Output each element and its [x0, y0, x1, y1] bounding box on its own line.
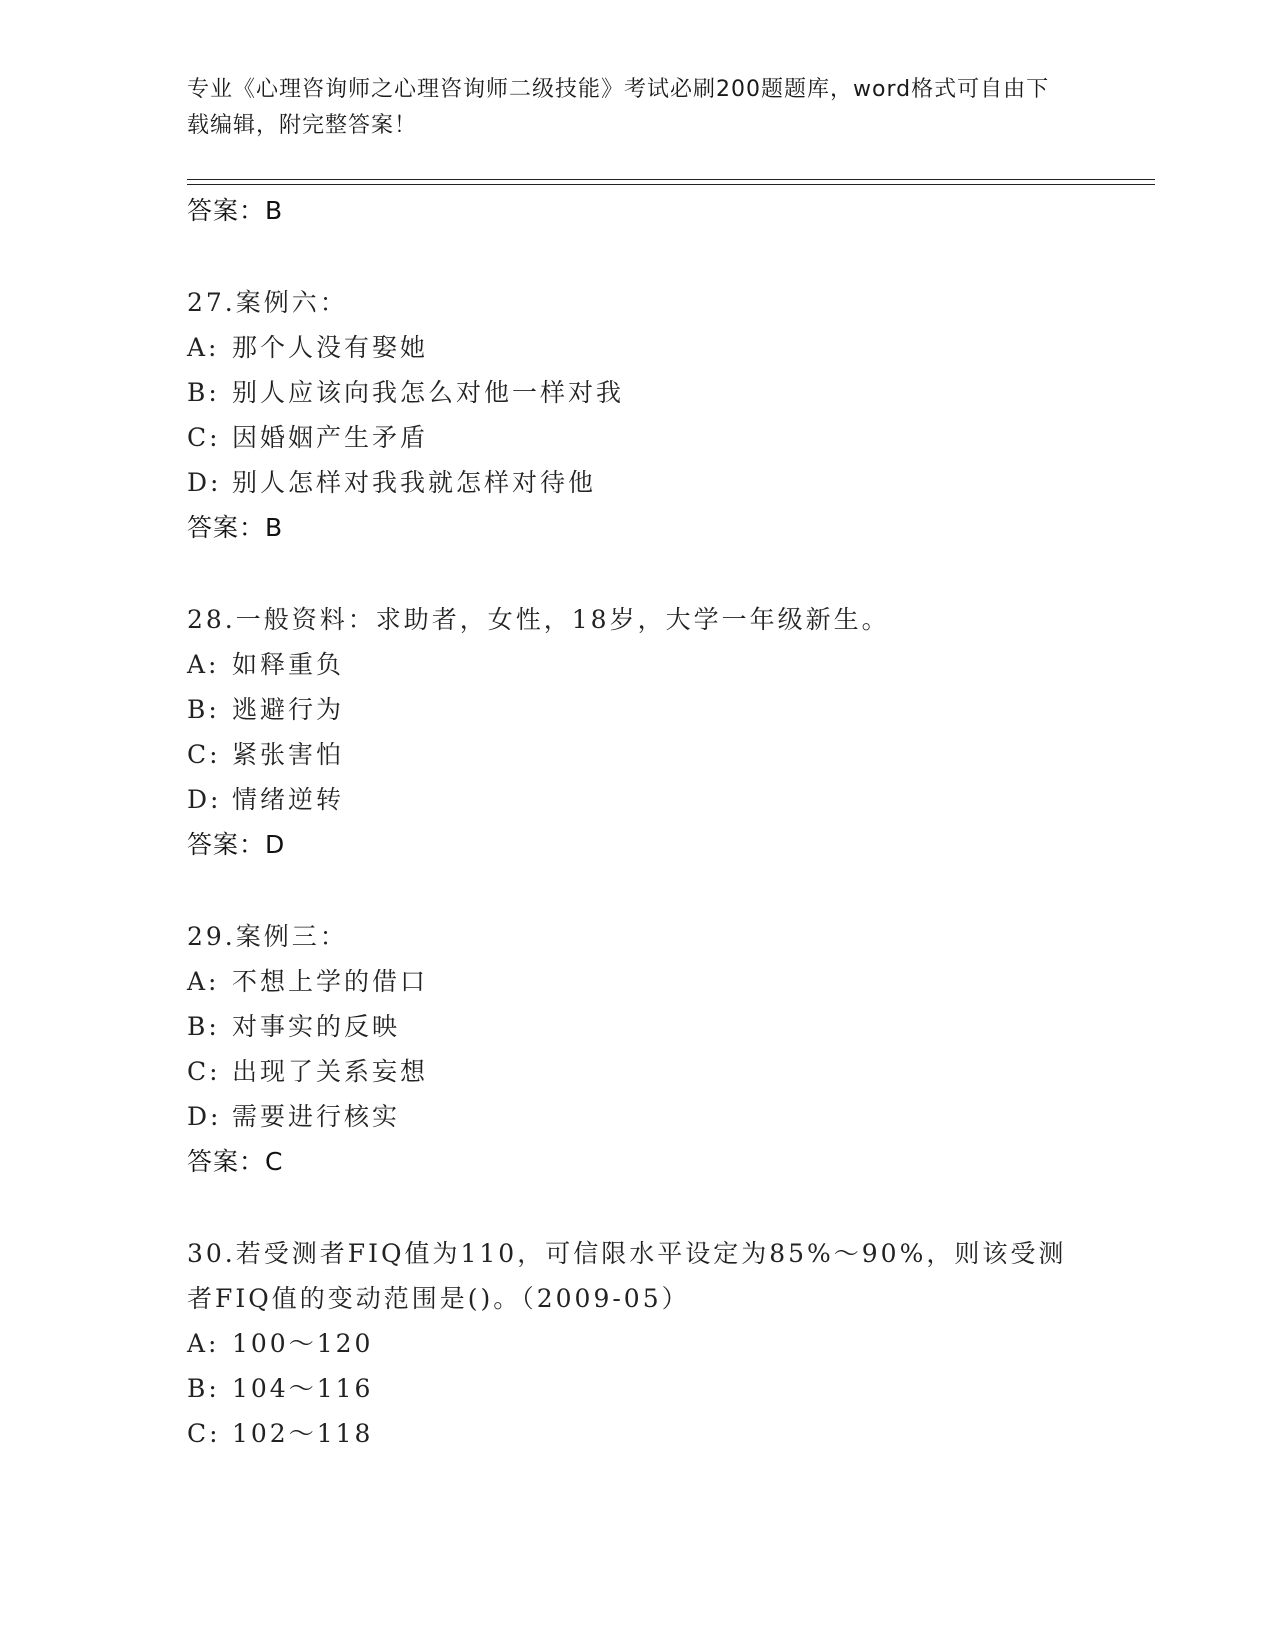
answer-line [187, 505, 1167, 551]
option-a [187, 1321, 1167, 1366]
option-a [187, 325, 1167, 370]
option-text: 100～120 [232, 1329, 374, 1358]
question-stem: 27.案例六： [187, 288, 348, 317]
answer-line [187, 1139, 1167, 1185]
option-text: 104～116 [232, 1374, 374, 1403]
option-b [187, 687, 1167, 732]
option-b [187, 1366, 1167, 1411]
answer-label: 答案： [187, 513, 266, 542]
option-a [187, 959, 1167, 1004]
option-letter: C: [187, 1057, 221, 1086]
option-letter: C: [187, 1419, 221, 1448]
option-letter: A: [187, 1329, 220, 1358]
option-b [187, 1004, 1167, 1049]
option-d [187, 777, 1167, 822]
option-c [187, 415, 1167, 460]
document-header: 专业《心理咨询师之心理咨询师二级技能》考试必刷200题题库，word格式可自由下载编辑，附完整答案！ [187, 77, 1050, 138]
option-a [187, 642, 1167, 687]
option-letter: B: [187, 1012, 220, 1041]
option-text: 别人怎样对我我就怎样对待他 [232, 468, 597, 497]
option-letter: A: [187, 967, 220, 996]
option-letter: B: [187, 378, 220, 407]
option-letter: C: [187, 423, 221, 452]
option-c [187, 1049, 1167, 1094]
option-letter: B: [187, 1374, 220, 1403]
answer-label: 答案： [187, 830, 266, 859]
option-text: 需要进行核实 [232, 1102, 401, 1131]
option-text: 如释重负 [232, 650, 345, 679]
option-text: 情绪逆转 [232, 785, 345, 814]
option-text: 因婚姻产生矛盾 [232, 423, 429, 452]
option-letter: B: [187, 695, 220, 724]
option-c [187, 732, 1167, 777]
option-d [187, 1094, 1167, 1139]
option-text: 那个人没有娶她 [232, 333, 429, 362]
option-text: 紧张害怕 [232, 740, 345, 769]
option-letter: D: [187, 468, 222, 497]
option-letter: D: [187, 1102, 222, 1131]
question-stem: 28.一般资料：求助者，女性，18岁，大学一年级新生。 [187, 605, 890, 634]
question-stem: 30.若受测者FIQ值为110，可信限水平设定为85%～90%，则该受测者FIQ值的变动范围是()。（2009-05） [187, 1239, 1067, 1313]
option-letter: D: [187, 785, 222, 814]
answer-line [187, 822, 1167, 868]
option-d [187, 460, 1167, 505]
option-text: 出现了关系妄想 [232, 1057, 429, 1086]
header-rule-bottom [187, 184, 1155, 185]
answer-label: 答案： [187, 196, 266, 225]
answer-value: C [265, 1147, 284, 1176]
option-c [187, 1411, 1167, 1456]
answer-value: D [265, 830, 286, 859]
option-letter: A: [187, 650, 220, 679]
header-rule-top [187, 179, 1155, 180]
answer-value: B [265, 513, 284, 542]
option-text: 102～118 [232, 1419, 374, 1448]
option-letter: C: [187, 740, 221, 769]
question-stem: 29.案例三： [187, 922, 348, 951]
option-text: 别人应该向我怎么对他一样对我 [232, 378, 625, 407]
question-list [187, 188, 1167, 1456]
option-text: 不想上学的借口 [232, 967, 429, 996]
answer-label: 答案： [187, 1147, 266, 1176]
option-text: 对事实的反映 [232, 1012, 401, 1041]
option-letter: A: [187, 333, 220, 362]
answer-line [187, 188, 1167, 234]
option-b [187, 370, 1167, 415]
option-text: 逃避行为 [232, 695, 345, 724]
answer-value: B [265, 196, 284, 225]
